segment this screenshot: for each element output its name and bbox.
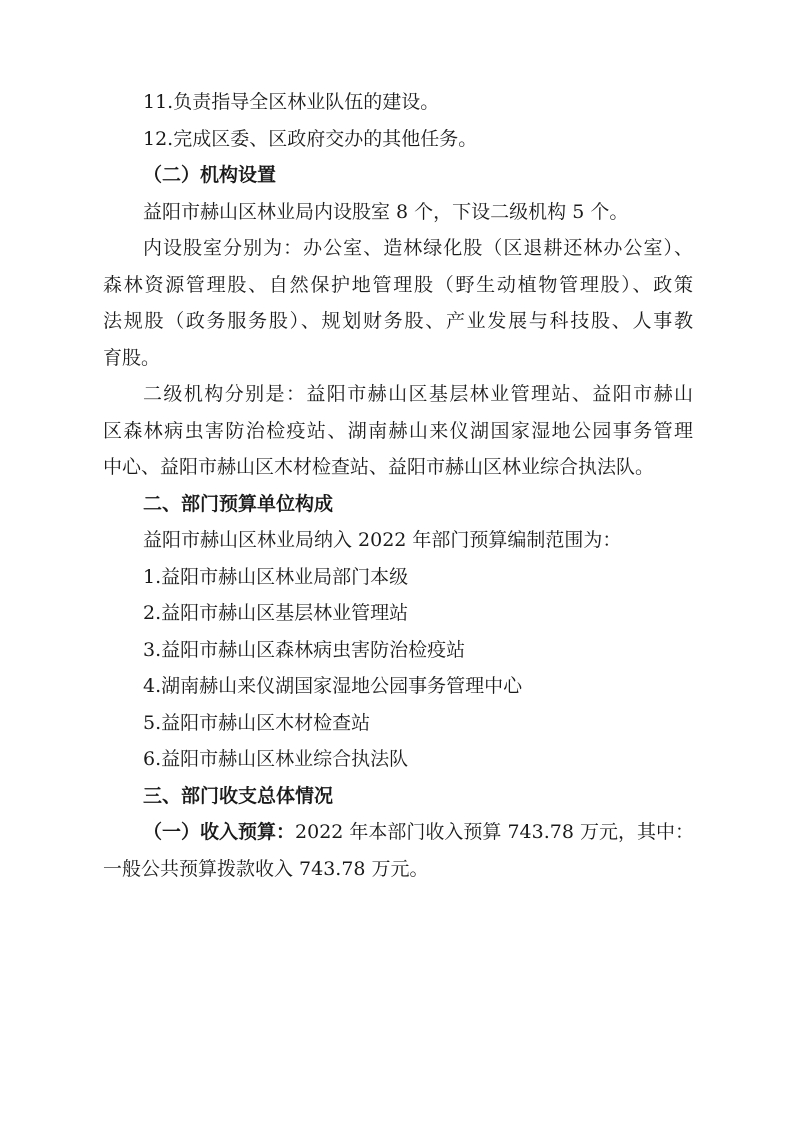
budget-unit-item: 4.湖南赫山来仪湖国家湿地公园事务管理中心 [143, 675, 523, 697]
budget-unit-item: 2.益阳市赫山区基层林业管理站 [143, 602, 409, 624]
secondary-institutions-line-2: 区森林病虫害防治检疫站、湖南赫山来仪湖国家湿地公园事务管理 [103, 419, 693, 442]
secondary-institutions-line-1: 二级机构分别是：益阳市赫山区基层林业管理站、益阳市赫山 [143, 383, 693, 405]
internal-departments-line-2: 森林资源管理股、自然保护地管理股（野生动植物管理股）、政策 [103, 273, 693, 296]
budget-unit-item: 1.益阳市赫山区林业局部门本级 [143, 565, 409, 588]
income-budget-line-2: 一般公共预算拨款收入 743.78 万元。 [103, 857, 429, 880]
org-setup-summary: 益阳市赫山区林业局内设股室 8 个，下设二级机构 5 个。 [143, 200, 629, 223]
internal-departments-line-1: 内设股室分别为：办公室、造林绿化股（区退耕还林办公室）、 [143, 237, 693, 259]
budget-unit-item: 5.益阳市赫山区木材检查站 [143, 711, 371, 734]
budget-units-heading: 二、部门预算单位构成 [143, 492, 334, 515]
internal-departments-line-3: 法规股（政务服务股）、规划财务股、产业发展与科技股、人事教 [103, 310, 693, 332]
org-setup-heading: （二）机构设置 [143, 164, 277, 186]
overview-heading: 三、部门收支总体情况 [143, 784, 334, 807]
duty-item-12: 12.完成区委、区政府交办的其他任务。 [143, 127, 478, 150]
budget-units-intro: 益阳市赫山区林业局纳入 2022 年部门预算编制范围为： [143, 529, 622, 551]
income-budget-text: 2022 年本部门收入预算 743.78 万元，其中： [295, 821, 694, 843]
internal-departments-line-4: 育股。 [103, 346, 161, 369]
income-budget-line-1 [103, 814, 693, 851]
duty-item-11: 11.负责指导全区林业队伍的建设。 [143, 91, 440, 113]
budget-unit-item: 6.益阳市赫山区林业综合执法队 [143, 748, 409, 770]
budget-unit-item: 3.益阳市赫山区森林病虫害防治检疫站 [143, 638, 466, 661]
secondary-institutions-line-3: 中心、益阳市赫山区木材检查站、益阳市赫山区林业综合执法队。 [103, 456, 655, 478]
income-budget-label: （一）收入预算： [143, 821, 296, 843]
document-page [103, 84, 693, 887]
